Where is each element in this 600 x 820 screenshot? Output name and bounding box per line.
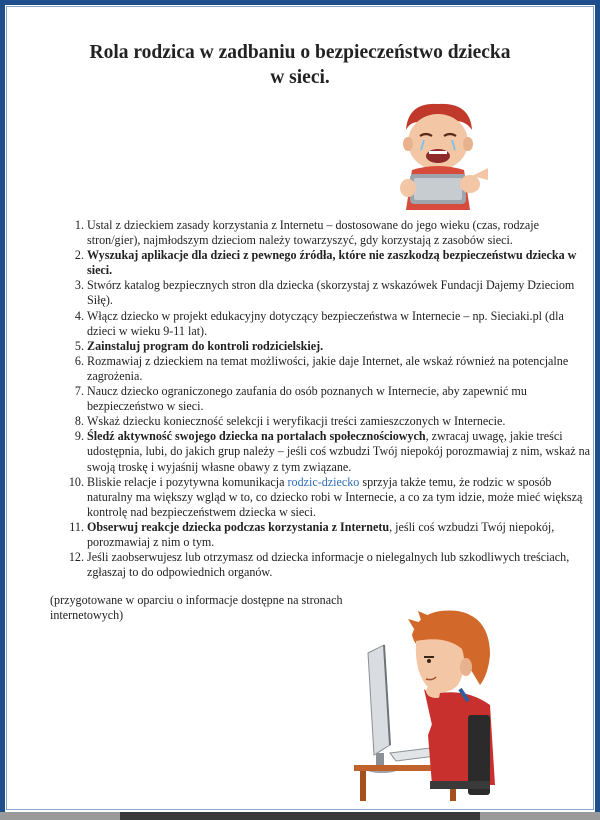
rules-list	[45, 218, 592, 580]
list-item: 10. Bliskie relacje i pozytywna komunikacja rodzic-dziecko sprzyja także temu, że rodzic w sposób naturalny ma większy wgląd w to, co dziecko robi w Internecie, a co za tym idzie, może mieć większą kontrolę nad bezpieczeństwem dziecka w sieci.	[87, 475, 592, 520]
list-item: 8. Wskaż dziecku konieczność selekcji i weryfikacji treści zamieszczonych w Internecie.	[87, 414, 592, 429]
list-item: 2. Wyszukaj aplikacje dla dzieci z pewnego źródła, które nie zaszkodzą bezpieczeństwu dziecka w sieci.	[87, 248, 592, 278]
bottom-scrollbar[interactable]	[0, 812, 600, 820]
list-item: 7. Naucz dziecko ograniczonego zaufania do osób poznanych w Internecie, aby zapewnić mu bezpieczeństwo w sieci.	[87, 384, 592, 414]
page-title	[40, 40, 560, 90]
list-item: 5. Zainstaluj program do kontroli rodzicielskiej.	[87, 339, 592, 354]
crying-child-illustration	[388, 100, 488, 210]
source-footnote: (przygotowane w oparciu o informacje dostępne na stronach internetowych)	[50, 593, 343, 623]
list-item: 3. Stwórz katalog bezpiecznych stron dla dziecka (skorzystaj z wskazówek Fundacji Dajemy Dzieciom Siłę).	[87, 278, 592, 308]
child-at-computer-illustration	[350, 605, 495, 805]
rodzic-dziecko-link[interactable]: rodzic-dziecko	[287, 474, 360, 489]
scrollbar-thumb[interactable]	[0, 812, 120, 820]
scrollbar-thumb-right[interactable]	[480, 812, 600, 820]
list-item: 4. Włącz dziecko w projekt edukacyjny dotyczący bezpieczeństwa w Internecie – np. Sieciaki.pl (dla dzieci w wieku 9-11 lat).	[87, 309, 592, 339]
list-item: 12. Jeśli zaobserwujesz lub otrzymasz od dziecka informacje o nielegalnych lub szkodliwych treściach, zgłaszaj to do odpowiednich organów.	[87, 550, 592, 580]
title-line-2: w sieci.	[270, 67, 330, 88]
title-line-1: Rola rodzica w zadbaniu o bezpieczeństwo dziecka	[89, 42, 511, 63]
list-item: 11. Obserwuj reakcje dziecka podczas korzystania z Internetu, jeśli coś wzbudzi Twój niepokój, porozmawiaj z nim o tym.	[87, 520, 592, 550]
list-item: 6. Rozmawiaj z dzieckiem na temat możliwości, jakie daje Internet, ale wskaż również na potencjalne zagrożenia.	[87, 354, 592, 384]
list-item: 1. Ustal z dzieckiem zasady korzystania z Internetu – dostosowane do jego wieku (czas, rodzaje stron/gier), najmłodszym dzieciom należy towarzyszyć, gdy korzystają z zasobów sieci.	[87, 218, 592, 248]
list-item: 9. Śledź aktywność swojego dziecka na portalach społecznościowych, zwracaj uwagę, jakie treści udostępnia, lubi, do jakich grup należy – jeśli coś wzbudzi Twój niepokój porozmawiaj z nim, wskaż na swoją troskę i wyjaśnij własne obawy z tym związane.	[87, 429, 592, 474]
